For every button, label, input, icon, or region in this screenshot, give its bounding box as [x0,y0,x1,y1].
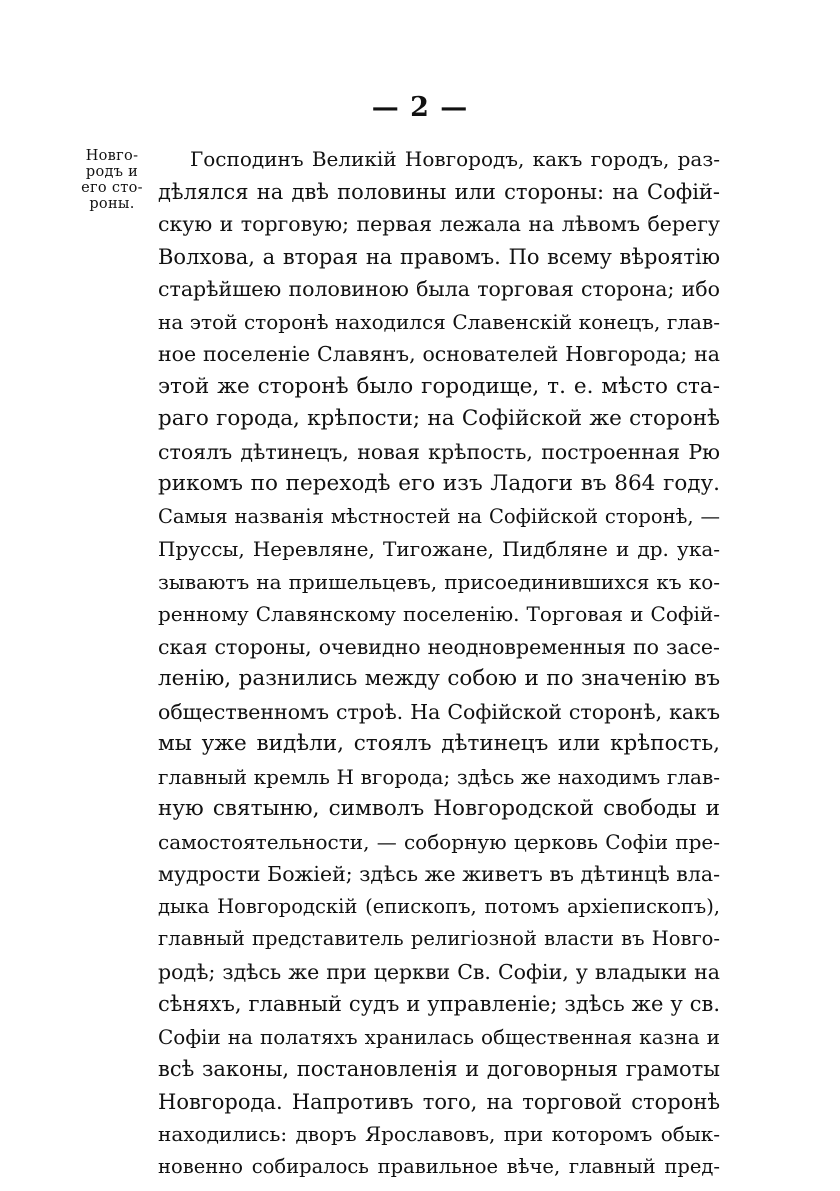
text-line: общественномъ строѣ. На Софійской сторонѣ, какъ [158,699,720,724]
text-line: Софіи на полатяхъ хранилась общественная казна и [158,1024,720,1049]
text-line: ное поселеніе Славянъ, основателей Новгорода; на [158,342,720,366]
text-line: главный кремль Н вгорода; здѣсь же находимъ глав- [158,764,720,789]
text-line: скую и торговую; первая лежала на лѣвомъ берегу [158,212,720,236]
text-line: дѣлялся на двѣ половины или стороны: на Софій- [158,179,720,204]
margin-note-line: роны. [89,196,135,212]
text-line: главный представитель религіозной власти въ Новго- [158,927,720,950]
text-line: ренному Славянскому поселенію. Торговая и Софій- [158,602,720,626]
text-line: мудрости Божіей; здѣсь же живетъ въ дѣтинцѣ вла- [158,862,720,886]
text-line: находились: дворъ Ярославовъ, при которомъ обык- [158,1122,720,1146]
text-line: ская стороны, очевидно неодновременныя по засе- [158,634,720,659]
margin-note-line: его сто- [81,180,143,196]
text-line: Новгорода. Напротивъ того, на торговой сторонѣ [158,1089,720,1114]
text-line: Самыя названія мѣстностей на Софійской сторонѣ, — [158,504,720,528]
margin-note-line: родъ и [85,164,139,180]
margin-note-line: Новго- [85,148,139,164]
text-line: раго города, крѣпости; на Софійской же сторонѣ [158,406,720,431]
text-line: новенно собиралось правильное вѣче, главный пред- [158,1154,720,1178]
text-line: мы уже видѣли, стоялъ дѣтинецъ или крѣпость, [158,731,720,756]
text-line: ную святыню, символъ Новгородской свободы и [158,796,720,821]
page-number: — 2 — [371,92,469,123]
text-line: ленію, разнились между собою и по значенію въ [158,666,720,691]
text-line: Господинъ Великій Новгородъ, какъ городъ, раз- [190,147,720,171]
text-line: этой же сторонѣ было городище, т. е. мѣсто ста- [158,373,720,399]
text-line: сѣняхъ, главный судъ и управленіе; здѣсь же у св. [158,992,720,1016]
text-line: самостоятельности, — соборную церковь Софіи пре- [158,829,720,854]
body-text [158,143,720,1183]
text-line: старѣйшею половиною была торговая сторона; ибо [158,277,720,301]
text-line: на этой сторонѣ находился Славенскій конецъ, глав- [158,309,720,334]
text-line: стоялъ дѣтинецъ, новая крѣпость, построенная Рю [158,439,720,464]
text-line: Пруссы, Неревляне, Тигожане, Пидбляне и др. ука- [158,537,720,561]
margin-note [66,148,158,212]
text-line: зываютъ на пришельцевъ, присоединившихся къ ко- [158,569,720,594]
text-line: Волхова, а вторая на правомъ. По всему вѣроятію [158,244,720,269]
text-line: всѣ законы, постановленія и договорныя грамоты [158,1057,720,1081]
text-line: дыка Новгородскій (епископъ, потомъ архіепископъ), [158,894,720,918]
text-line: рикомъ по переходѣ его изъ Ладоги въ 864 году. [158,471,720,496]
text-line: родѣ; здѣсь же при церкви Св. Софіи, у владыки на [158,959,720,984]
